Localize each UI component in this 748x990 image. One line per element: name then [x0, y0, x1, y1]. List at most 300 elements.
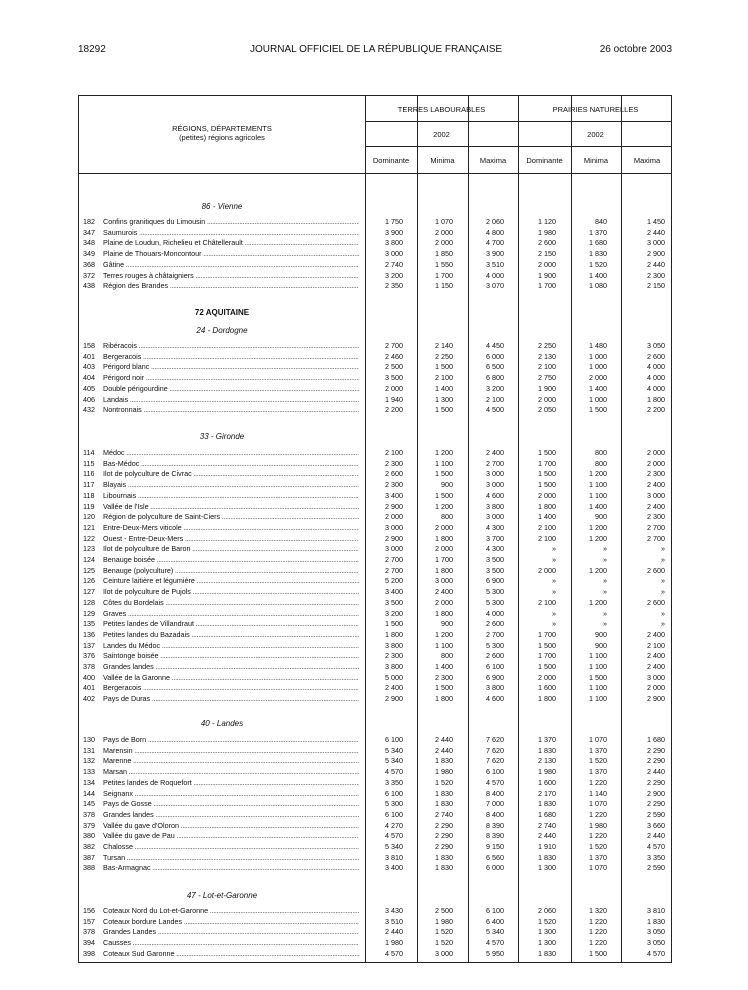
value-cell: 1 320 [589, 906, 607, 915]
value-cell: 2 290 [647, 777, 665, 787]
region-code: 115 [83, 458, 95, 468]
value-cell: 2 000 [538, 394, 556, 404]
region-code: 131 [83, 745, 95, 755]
value-cell: 7 620 [486, 745, 504, 755]
table-row [79, 394, 671, 405]
value-cell: 1 070 [589, 735, 607, 744]
table-row [79, 351, 671, 362]
region-name: Petites landes de Roquefort ..... [103, 777, 359, 788]
region-code: 124 [83, 555, 95, 564]
value-cell: 2 290 [647, 756, 665, 766]
value-cell: 6 900 [486, 576, 504, 586]
value-cell: 800 [595, 458, 607, 468]
region-code: 398 [83, 948, 95, 958]
value-cell: 6 100 [385, 809, 403, 819]
region-name: Grandes landes ..... [103, 809, 359, 820]
value-cell: 1 300 [538, 938, 556, 948]
value-cell: 1 700 [435, 555, 453, 564]
value-cell: 2 700 [385, 555, 403, 564]
value-cell: 2 400 [647, 629, 665, 639]
table-row [79, 682, 671, 693]
value-cell: 900 [441, 480, 453, 490]
region-code: 368 [83, 259, 95, 269]
section-title: 24 - Dordogne [196, 326, 248, 335]
region-code: 432 [83, 405, 95, 415]
value-cell: 1 500 [385, 619, 403, 629]
value-cell: 2 300 [385, 458, 403, 468]
value-cell: 2 900 [385, 533, 403, 543]
value-cell: 1 830 [435, 799, 453, 809]
value-cell: 1 980 [385, 938, 403, 948]
region-name: Vallée de l'Isle ..... [103, 501, 359, 512]
value-cell: 1 200 [435, 501, 453, 511]
value-cell: 2 050 [538, 405, 556, 415]
value-cell: 800 [441, 651, 453, 661]
table-row [79, 937, 671, 948]
region-name: Grandes Landes ..... [103, 926, 359, 937]
value-cell: 2 350 [385, 281, 403, 291]
table-row [79, 565, 671, 576]
region-code: 402 [83, 694, 95, 704]
value-cell: 1 700 [538, 281, 556, 291]
col-header: Minima [583, 156, 609, 165]
value-cell: 6 500 [486, 362, 504, 372]
value-cell: 1 100 [589, 683, 607, 693]
value-cell: 1 120 [538, 217, 556, 226]
table-row [79, 618, 671, 629]
region-name: Saintonge boisée ..... [103, 650, 359, 661]
value-cell: 2 600 [486, 651, 504, 661]
value-cell: 2 400 [647, 480, 665, 490]
value-cell: 1 500 [589, 948, 607, 958]
value-cell: 1 100 [589, 694, 607, 704]
table-row [79, 777, 671, 788]
region-code: 387 [83, 852, 95, 862]
value-cell: 3 400 [385, 490, 403, 500]
region-code: 129 [83, 608, 95, 618]
value-cell: » [603, 619, 607, 629]
value-cell: 4 570 [647, 842, 665, 851]
table-row [79, 841, 671, 852]
value-cell: 4 000 [486, 270, 504, 280]
value-cell: 2 740 [538, 820, 556, 830]
region-name: Coteaux bordure Landes ..... [103, 916, 359, 927]
value-cell: 2 600 [538, 238, 556, 248]
value-cell: 2 130 [538, 756, 556, 766]
table-row [79, 608, 671, 619]
value-cell: 1 000 [589, 351, 607, 361]
value-cell: 1 100 [435, 640, 453, 650]
region-code: 394 [83, 938, 95, 948]
value-cell: 6 100 [486, 662, 504, 671]
section-title: 86 - Vienne [201, 202, 243, 211]
region-code: 126 [83, 576, 95, 586]
value-cell: 2 200 [385, 405, 403, 415]
region-code: 388 [83, 863, 95, 873]
region-name: Tursan ..... [103, 852, 359, 863]
value-cell: 1 500 [538, 448, 556, 457]
region-name: Bas-Armagnac ..... [103, 862, 359, 873]
value-cell: 1 520 [435, 938, 453, 948]
value-cell: 1 100 [589, 480, 607, 490]
region-code: 122 [83, 533, 95, 543]
value-cell: 2 440 [385, 927, 403, 937]
value-cell: 2 400 [435, 587, 453, 597]
value-cell: 3 000 [385, 249, 403, 259]
region-code: 400 [83, 672, 95, 682]
value-cell: 2 100 [435, 373, 453, 383]
table-row [79, 533, 671, 544]
value-cell: 1 680 [589, 238, 607, 248]
value-cell: 2 500 [435, 906, 453, 915]
value-cell: 2 000 [385, 383, 403, 393]
table-row [79, 766, 671, 777]
region-code: 134 [83, 777, 95, 787]
value-cell: 1 070 [435, 217, 453, 226]
value-cell: 800 [595, 448, 607, 457]
value-cell: 1 480 [589, 341, 607, 350]
value-cell: 2 000 [435, 544, 453, 554]
region-name: Pays de Born ..... [103, 734, 359, 745]
value-cell: 1 700 [435, 270, 453, 280]
value-cell: 2 440 [435, 745, 453, 755]
value-cell: 4 500 [486, 405, 504, 415]
value-cell: 2 290 [435, 820, 453, 830]
value-cell: 1 370 [589, 227, 607, 237]
col-header: Maxima [633, 156, 661, 165]
region-code: 157 [83, 916, 95, 926]
value-cell: 2 460 [385, 351, 403, 361]
value-cell: 4 570 [385, 831, 403, 841]
value-cell: 1 220 [589, 809, 607, 819]
value-cell: 1 500 [589, 405, 607, 415]
table-row [79, 259, 671, 270]
region-code: 121 [83, 522, 95, 532]
value-cell: 3 500 [486, 565, 504, 575]
region-name: Ilot de polyculture de Baron ..... [103, 543, 359, 554]
value-cell: 5 200 [385, 576, 403, 586]
value-cell: 1 200 [589, 597, 607, 607]
value-cell: 4 450 [486, 341, 504, 350]
value-cell: » [552, 587, 556, 597]
value-cell: 2 000 [538, 672, 556, 682]
value-cell: 2 740 [385, 259, 403, 269]
value-cell: 1 100 [589, 490, 607, 500]
value-cell: 1 220 [589, 916, 607, 926]
table-row [79, 948, 671, 959]
value-cell: 1 220 [589, 927, 607, 937]
value-cell: 1 200 [589, 522, 607, 532]
value-cell: 2 900 [647, 788, 665, 798]
value-cell: 1 800 [647, 394, 665, 404]
region-code: 135 [83, 619, 95, 629]
value-cell: 5 000 [385, 672, 403, 682]
value-cell: 3 800 [486, 501, 504, 511]
value-cell: 1 520 [435, 927, 453, 937]
value-cell: 8 400 [486, 788, 504, 798]
value-cell: 1 940 [385, 394, 403, 404]
value-cell: 1 220 [589, 938, 607, 948]
value-cell: 1 830 [538, 948, 556, 958]
value-cell: 1 500 [435, 490, 453, 500]
value-cell: 2 900 [385, 501, 403, 511]
region-name: Coteaux Nord du Lot-et-Garonne ..... [103, 905, 359, 916]
value-cell: 1 400 [435, 662, 453, 671]
value-cell: 3 660 [647, 820, 665, 830]
value-cell: 3 000 [435, 576, 453, 586]
value-cell: 1 700 [538, 629, 556, 639]
value-cell: 9 150 [486, 842, 504, 851]
region-name: Marsan ..... [103, 766, 359, 777]
table-row [79, 916, 671, 927]
value-cell: 2 900 [647, 694, 665, 704]
value-cell: 1 370 [589, 767, 607, 777]
value-cell: » [603, 544, 607, 554]
value-cell: 4 570 [486, 777, 504, 787]
value-cell: » [603, 608, 607, 618]
value-cell: 3 000 [385, 544, 403, 554]
journal-title: JOURNAL OFFICIEL DE LA RÉPUBLIQUE FRANÇAISE [250, 44, 503, 55]
table-row [79, 597, 671, 608]
value-cell: 4 800 [486, 227, 504, 237]
value-cell: 1 220 [589, 831, 607, 841]
table-row [79, 734, 671, 745]
value-cell: 1 830 [538, 852, 556, 862]
region-code: 438 [83, 281, 95, 291]
value-cell: 4 270 [385, 820, 403, 830]
value-cell: 2 440 [647, 227, 665, 237]
value-cell: 1 980 [435, 767, 453, 777]
value-cell: » [661, 608, 665, 618]
value-cell: 5 300 [486, 640, 504, 650]
value-cell: 1 500 [589, 672, 607, 682]
region-name: Gâtine ..... [103, 259, 359, 270]
value-cell: 1 800 [385, 629, 403, 639]
region-name: Nontronnais ..... [103, 404, 359, 415]
value-cell: 2 100 [538, 533, 556, 543]
value-cell: 2 170 [538, 788, 556, 798]
value-cell: 3 200 [486, 383, 504, 393]
table-row [79, 693, 671, 704]
value-cell: 6 560 [486, 852, 504, 862]
value-cell: 900 [441, 619, 453, 629]
value-cell: 4 000 [647, 373, 665, 383]
value-cell: 7 620 [486, 735, 504, 744]
value-cell: 2 500 [385, 362, 403, 372]
value-cell: 1 700 [538, 651, 556, 661]
value-cell: 2 700 [486, 458, 504, 468]
value-cell: 1 500 [435, 362, 453, 372]
region-name: Chalosse ..... [103, 841, 359, 852]
value-cell: 2 600 [647, 597, 665, 607]
value-cell: 5 340 [385, 745, 403, 755]
region-code: 158 [83, 341, 95, 350]
region-code: 401 [83, 351, 95, 361]
value-cell: 2 600 [647, 565, 665, 575]
value-cell: 3 700 [486, 533, 504, 543]
value-cell: 2 900 [385, 694, 403, 704]
value-cell: 1 800 [538, 694, 556, 704]
value-cell: 3 200 [385, 608, 403, 618]
value-cell: 2 300 [647, 512, 665, 522]
value-cell: 1 830 [435, 756, 453, 766]
value-cell: 3 510 [486, 259, 504, 269]
value-cell: 3 000 [647, 490, 665, 500]
value-cell: 2 200 [647, 405, 665, 415]
value-cell: 2 060 [486, 217, 504, 226]
table-row [79, 372, 671, 383]
value-cell: 3 050 [647, 938, 665, 948]
value-cell: 3 500 [385, 373, 403, 383]
table-row [79, 479, 671, 490]
region-code: 401 [83, 683, 95, 693]
table-row [79, 270, 671, 281]
value-cell: 1 980 [435, 916, 453, 926]
region-name: Seignanx ..... [103, 788, 359, 799]
table-row [79, 820, 671, 831]
value-cell: 3 000 [435, 948, 453, 958]
value-cell: 2 140 [435, 341, 453, 350]
value-cell: 2 300 [385, 651, 403, 661]
year-terres: 2002 [433, 130, 450, 139]
region-name: Côtes du Bordelais ..... [103, 597, 359, 608]
value-cell: 1 520 [435, 777, 453, 787]
value-cell: 2 000 [647, 448, 665, 457]
value-cell: » [552, 619, 556, 629]
value-cell: 4 570 [385, 948, 403, 958]
value-cell: » [603, 587, 607, 597]
region-name: Bas-Médoc ..... [103, 458, 359, 469]
region-code: 130 [83, 735, 95, 744]
value-cell: 2 440 [647, 767, 665, 777]
region-code: 120 [83, 512, 95, 522]
region-name: Causses ..... [103, 937, 359, 948]
value-cell: 1 400 [589, 383, 607, 393]
value-cell: 3 400 [385, 863, 403, 873]
region-name: Pays de Duras ..... [103, 693, 359, 704]
region-name: Benauge boisée ..... [103, 554, 359, 565]
value-cell: 2 440 [435, 735, 453, 744]
value-cell: 1 800 [435, 533, 453, 543]
table-row [79, 640, 671, 651]
value-cell: 6 100 [486, 767, 504, 777]
value-cell: 2 130 [538, 351, 556, 361]
value-cell: 3 800 [385, 662, 403, 671]
table-row [79, 926, 671, 937]
table-row [79, 361, 671, 372]
region-code: 117 [83, 480, 95, 490]
region-code: 182 [83, 217, 95, 226]
section-title: 72 AQUITAINE [194, 308, 250, 317]
value-cell: 5 340 [385, 842, 403, 851]
value-cell: 1 220 [589, 777, 607, 787]
region-name: Région des Brandes ..... [103, 280, 359, 291]
group-terres-labourables: TERRES LABOURABLES [397, 105, 486, 114]
value-cell: 3 900 [486, 249, 504, 259]
value-cell: 1 550 [435, 259, 453, 269]
value-cell: 2 400 [647, 662, 665, 671]
value-cell: 2 440 [647, 831, 665, 841]
value-cell: 1 520 [589, 259, 607, 269]
value-cell: 2 000 [538, 490, 556, 500]
table-row [79, 661, 671, 672]
value-cell: 2 300 [647, 469, 665, 479]
value-cell: 1 910 [538, 842, 556, 851]
region-name: Landais ..... [103, 394, 359, 405]
region-name: Région de polyculture de Saint-Ciers ..... [103, 511, 359, 522]
region-code: 347 [83, 227, 95, 237]
value-cell: 1 830 [647, 916, 665, 926]
value-cell: 2 400 [647, 651, 665, 661]
section-title: 47 - Lot-et-Garonne [186, 891, 258, 900]
value-cell: 1 370 [589, 852, 607, 862]
value-cell: 3 430 [385, 906, 403, 915]
table-row [79, 586, 671, 597]
value-cell: 6 000 [486, 863, 504, 873]
region-code: 405 [83, 383, 95, 393]
region-code: 136 [83, 629, 95, 639]
region-name: Double périgourdine ..... [103, 383, 359, 394]
table-row [79, 458, 671, 469]
value-cell: 1 500 [435, 683, 453, 693]
value-cell: 2 700 [385, 341, 403, 350]
value-cell: 2 600 [647, 351, 665, 361]
region-code: 404 [83, 373, 95, 383]
region-name: Saumurois ..... [103, 227, 359, 238]
value-cell: 2 600 [486, 619, 504, 629]
region-code: 116 [83, 469, 95, 479]
region-name: Périgord noir ..... [103, 372, 359, 383]
value-cell: » [603, 576, 607, 586]
value-cell: 2 150 [647, 281, 665, 291]
value-cell: 1 400 [435, 383, 453, 393]
table-row [79, 248, 671, 259]
region-name: Périgord blanc ..... [103, 361, 359, 372]
region-name: Pays de Gosse ..... [103, 798, 359, 809]
value-cell: 900 [595, 629, 607, 639]
value-cell: 5 300 [486, 597, 504, 607]
value-cell: 2 000 [435, 597, 453, 607]
value-cell: 1 370 [538, 735, 556, 744]
value-cell: 2 700 [647, 533, 665, 543]
region-code: 156 [83, 906, 95, 915]
region-name: Grandes landes ..... [103, 661, 359, 672]
region-name: Terres rouges à châtaigniers ..... [103, 270, 359, 281]
region-code: 132 [83, 756, 95, 766]
value-cell: 3 070 [486, 281, 504, 291]
value-cell: 1 900 [538, 383, 556, 393]
value-cell: 2 100 [538, 522, 556, 532]
value-cell: 1 830 [435, 852, 453, 862]
col-header: Dominante [372, 156, 410, 165]
region-code: 123 [83, 544, 95, 554]
value-cell: 1 600 [538, 683, 556, 693]
value-cell: 1 070 [589, 799, 607, 809]
region-name: Vallée du gave de Pau ..... [103, 830, 359, 841]
region-code: 127 [83, 587, 95, 597]
region-code: 382 [83, 842, 95, 851]
value-cell: 1 900 [538, 270, 556, 280]
value-cell: 840 [595, 217, 607, 226]
value-cell: 2 290 [647, 745, 665, 755]
table-row [79, 447, 671, 458]
value-cell: 3 810 [385, 852, 403, 862]
region-code: 378 [83, 809, 95, 819]
value-cell: 5 300 [486, 587, 504, 597]
value-cell: 2 150 [538, 249, 556, 259]
value-cell: 6 400 [486, 916, 504, 926]
year-prairies: 2002 [587, 130, 604, 139]
